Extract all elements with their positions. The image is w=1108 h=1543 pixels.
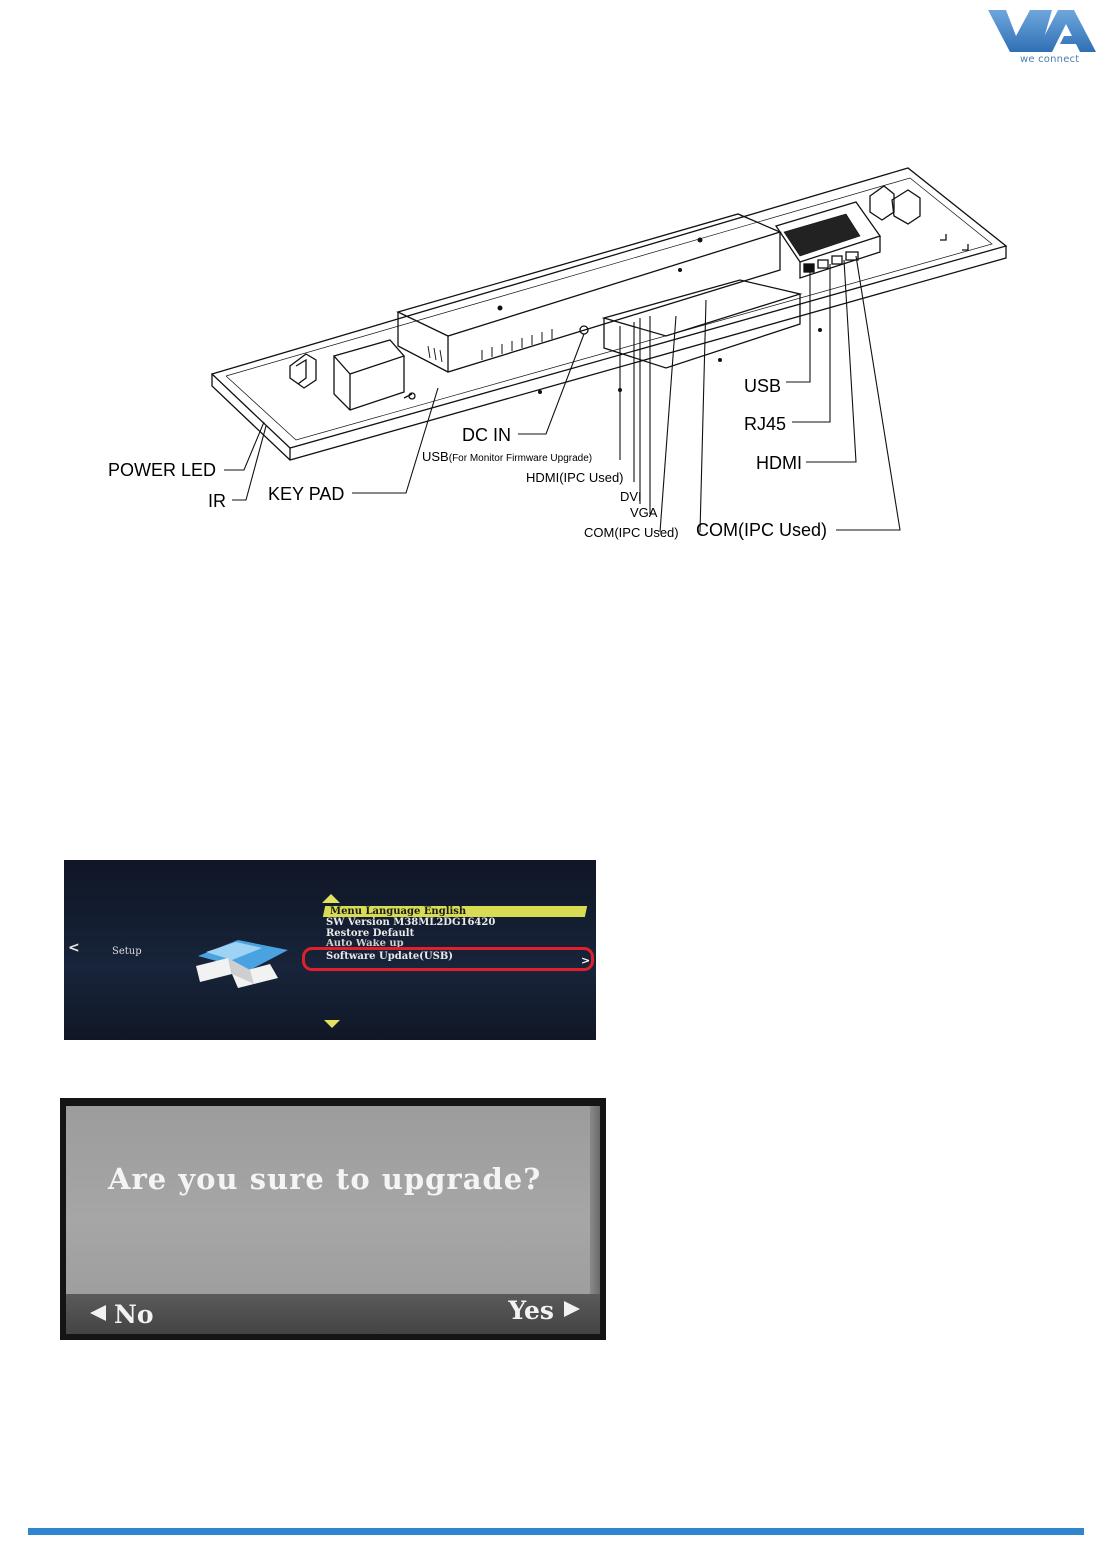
label-com-ipc-large: COM(IPC Used) (696, 520, 828, 540)
label-dc-in: DC IN (462, 425, 511, 445)
label-usb-firmware-main: USB (422, 449, 449, 464)
monitor-rear-panel-diagram (100, 160, 1020, 560)
label-com-ipc-small: COM(IPC Used) (584, 525, 679, 540)
label-rj45: RJ45 (744, 414, 787, 434)
logo-tagline: we connect (1020, 54, 1080, 65)
setup-menu-screenshot (64, 860, 596, 1040)
menu-down-arrow[interactable] (324, 1020, 340, 1028)
yes-button[interactable]: Yes (508, 1296, 580, 1325)
dialog-button-bar (66, 1294, 600, 1334)
via-logo-mark (980, 6, 1102, 56)
label-hdmi: HDMI (756, 453, 802, 473)
menu-item-sw-version[interactable]: SW Version M38ML2DG16420 (326, 917, 496, 928)
menu-item-software-update[interactable]: Software Update(USB) (326, 951, 454, 962)
software-update-highlight-callout (302, 947, 594, 971)
monitor-line-drawing (100, 160, 1020, 560)
menu-item-restore-default[interactable]: Restore Default (326, 928, 415, 939)
chevron-right-icon: > (581, 954, 591, 967)
label-vga: VGA (630, 505, 658, 520)
upgrade-confirm-screenshot (60, 1098, 606, 1340)
label-ir: IR (208, 491, 226, 511)
via-logo (980, 6, 1102, 70)
menu-item-auto-wake-up[interactable]: Auto Wake up (326, 939, 404, 947)
label-usb-firmware (422, 450, 592, 464)
setup-cube-icon (192, 936, 292, 988)
label-dvi: DVI (620, 489, 642, 504)
upgrade-question: Are you sure to upgrade? (108, 1162, 542, 1196)
label-usb-firmware-note: (For Monitor Firmware Upgrade) (448, 453, 593, 464)
label-key-pad: KEY PAD (268, 484, 345, 504)
menu-item-language[interactable]: Menu Language English (323, 906, 587, 917)
label-hdmi-ipc: HDMI(IPC Used) (526, 470, 624, 485)
setup-title: Setup (112, 946, 142, 957)
triangle-right-icon (564, 1301, 580, 1317)
no-button[interactable]: No (90, 1300, 154, 1329)
label-power-led: POWER LED (108, 460, 217, 480)
triangle-left-icon (90, 1305, 106, 1321)
footer-rule (28, 1528, 1084, 1535)
menu-left-arrow[interactable]: < (68, 940, 80, 956)
label-usb: USB (744, 376, 782, 396)
menu-up-arrow[interactable] (322, 894, 340, 903)
